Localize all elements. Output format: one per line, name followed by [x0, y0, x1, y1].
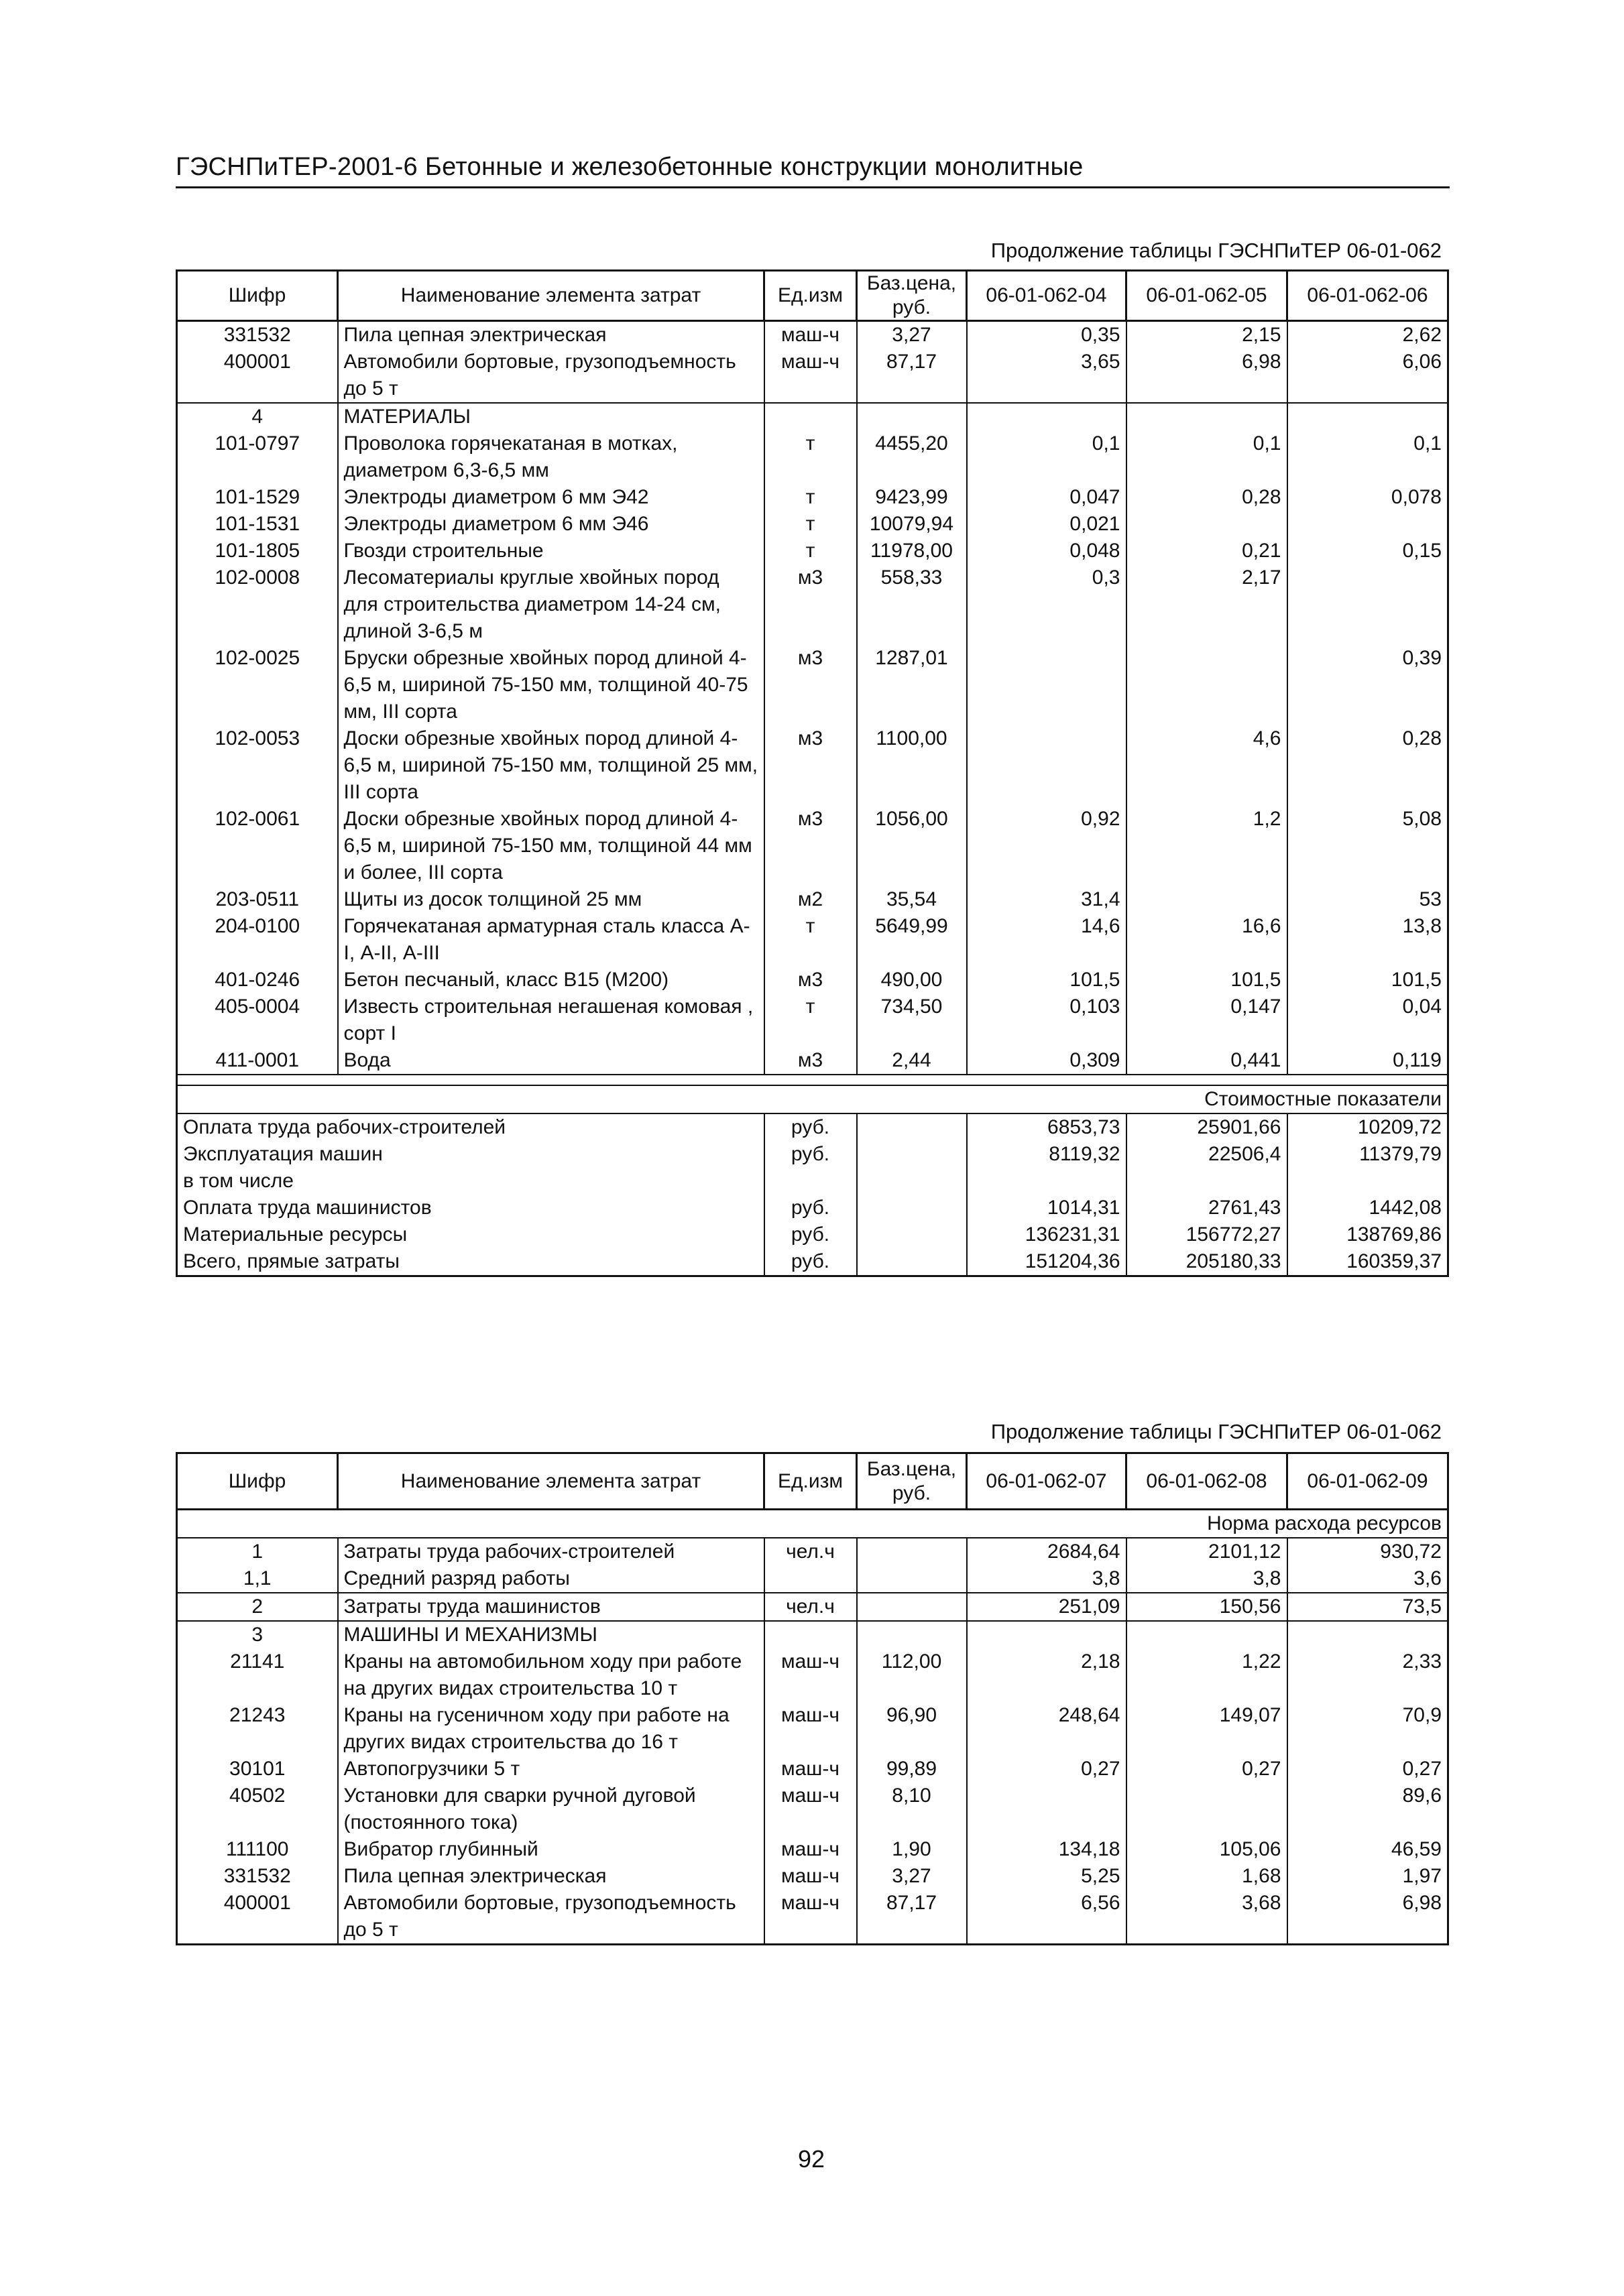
summary-row: [177, 1113, 1448, 1141]
cell-unit: маш-ч: [764, 1836, 857, 1863]
summary-price-empty: [857, 1221, 967, 1248]
cell-value-2: [1126, 886, 1287, 913]
cell-unit: м3: [764, 806, 857, 886]
col-header-price: Баз.цена, руб.: [857, 271, 967, 321]
summary-unit: руб.: [764, 1248, 857, 1276]
cell-code: 2: [177, 1593, 338, 1621]
cell-unit: чел.ч: [764, 1538, 857, 1565]
cell-value-2: 101,5: [1126, 967, 1287, 993]
cell-value-3: 0,15: [1287, 538, 1448, 564]
col-header-unit: Ед.изм: [764, 271, 857, 321]
cell-price: 2,44: [857, 1047, 967, 1075]
table-row: [177, 321, 1448, 349]
summary-value-1: 151204,36: [967, 1248, 1126, 1276]
cell-value-1: 2,18: [967, 1648, 1126, 1702]
cell-value-3: [1287, 1621, 1448, 1648]
cell-unit: т: [764, 538, 857, 564]
summary-unit: [764, 1168, 857, 1195]
cell-price: 99,89: [857, 1756, 967, 1783]
cell-name: Затраты труда рабочих-строителей: [338, 1538, 764, 1565]
cell-value-1: 0,309: [967, 1047, 1126, 1075]
cell-unit: маш-ч: [764, 1648, 857, 1702]
cell-name: Средний разряд работы: [338, 1565, 764, 1593]
cell-name: Доски обрезные хвойных пород длиной 4-6,5 м, шириной 75-150 мм, толщиной 25 мм, III сорта: [338, 725, 764, 806]
cell-code: 331532: [177, 321, 338, 349]
cell-value-3: 0,39: [1287, 645, 1448, 725]
cell-code: 1: [177, 1538, 338, 1565]
cell-name: Бруски обрезные хвойных пород длиной 4-6,5 м, шириной 75-150 мм, толщиной 40-75 мм, III сорта: [338, 645, 764, 725]
cell-name: Вода: [338, 1047, 764, 1075]
cell-name: Автомобили бортовые, грузоподъемность до 5 т: [338, 349, 764, 403]
cell-unit: м3: [764, 967, 857, 993]
cell-price: [857, 403, 967, 430]
cell-unit: т: [764, 913, 857, 967]
summary-row: [177, 1141, 1448, 1168]
col-header-name: Наименование элемента затрат: [338, 271, 764, 321]
cell-value-1: [967, 403, 1126, 430]
table-row: [177, 538, 1448, 564]
cell-value-3: 1,97: [1287, 1863, 1448, 1890]
table2-body: [177, 1510, 1448, 1945]
cell-value-3: 0,27: [1287, 1756, 1448, 1783]
cell-code: 400001: [177, 1890, 338, 1945]
cell-name: Автомобили бортовые, грузоподъемность до 5 т: [338, 1890, 764, 1945]
cell-code: 102-0053: [177, 725, 338, 806]
table-row: [177, 430, 1448, 484]
cell-price: 5649,99: [857, 913, 967, 967]
cell-value-2: 0,1: [1126, 430, 1287, 484]
summary-row: [177, 1221, 1448, 1248]
summary-label: Оплата труда машинистов: [177, 1195, 764, 1221]
cell-code: 21243: [177, 1702, 338, 1756]
cell-value-1: 0,103: [967, 993, 1126, 1047]
cell-name: Пила цепная электрическая: [338, 1863, 764, 1890]
cell-code: 40502: [177, 1783, 338, 1836]
cell-value-3: [1287, 564, 1448, 645]
summary-value-2: 156772,27: [1126, 1221, 1287, 1248]
cell-price: 490,00: [857, 967, 967, 993]
cell-unit: м2: [764, 886, 857, 913]
cell-name: Щиты из досок толщиной 25 мм: [338, 886, 764, 913]
cell-value-1: 248,64: [967, 1702, 1126, 1756]
col-header-unit: Ед.изм: [764, 1453, 857, 1510]
cell-name: Краны на гусеничном ходу при работе на других видах строительства до 16 т: [338, 1702, 764, 1756]
cell-value-1: 31,4: [967, 886, 1126, 913]
cell-name: Доски обрезные хвойных пород длиной 4-6,5 м, шириной 75-150 мм, толщиной 44 мм и более, III сорта: [338, 806, 764, 886]
cell-name: Проволока горячекатаная в мотках, диаметром 6,3-6,5 мм: [338, 430, 764, 484]
cell-value-2: 0,147: [1126, 993, 1287, 1047]
cell-code: 102-0008: [177, 564, 338, 645]
cell-name: МАТЕРИАЛЫ: [338, 403, 764, 430]
summary-value-3: 160359,37: [1287, 1248, 1448, 1276]
cell-value-1: 0,27: [967, 1756, 1126, 1783]
table-row: [177, 1836, 1448, 1863]
cell-code: 400001: [177, 349, 338, 403]
cell-value-1: 134,18: [967, 1836, 1126, 1863]
page-header-title: ГЭСНПиТЕР-2001-6 Бетонные и железобетонные конструкции монолитные: [176, 153, 1084, 181]
col-header-06-01-062-04: 06-01-062-04: [967, 271, 1126, 321]
cell-code: 203-0511: [177, 886, 338, 913]
cell-value-1: [967, 645, 1126, 725]
cell-value-2: 1,2: [1126, 806, 1287, 886]
table1: [176, 269, 1449, 1277]
summary-row: [177, 1248, 1448, 1276]
cell-price: 8,10: [857, 1783, 967, 1836]
cell-value-3: 0,119: [1287, 1047, 1448, 1075]
cell-price: 87,17: [857, 349, 967, 403]
cell-value-1: 101,5: [967, 967, 1126, 993]
cell-unit: чел.ч: [764, 1593, 857, 1621]
cell-unit: маш-ч: [764, 321, 857, 349]
summary-value-2: 25901,66: [1126, 1113, 1287, 1141]
cell-unit: т: [764, 511, 857, 538]
cell-value-2: 149,07: [1126, 1702, 1287, 1756]
summary-value-2: 205180,33: [1126, 1248, 1287, 1276]
cell-unit: м3: [764, 725, 857, 806]
cell-name: Вибратор глубинный: [338, 1836, 764, 1863]
cell-value-1: 0,1: [967, 430, 1126, 484]
cell-price: 734,50: [857, 993, 967, 1047]
cell-name: Лесоматериалы круглые хвойных пород для строительства диаметром 14-24 см, длиной 3-6,5 м: [338, 564, 764, 645]
cell-unit: маш-ч: [764, 1783, 857, 1836]
cell-value-3: [1287, 511, 1448, 538]
table-row: [177, 1863, 1448, 1890]
table-row: [177, 1047, 1448, 1075]
cell-value-3: 2,62: [1287, 321, 1448, 349]
cell-value-2: [1126, 403, 1287, 430]
summary-value-3: 138769,86: [1287, 1221, 1448, 1248]
table-row: [177, 1702, 1448, 1756]
cell-value-2: 1,68: [1126, 1863, 1287, 1890]
col-header-06-01-062-05: 06-01-062-05: [1126, 271, 1287, 321]
cell-value-1: 251,09: [967, 1593, 1126, 1621]
cell-unit: маш-ч: [764, 349, 857, 403]
cell-value-1: 3,65: [967, 349, 1126, 403]
cell-name: Пила цепная электрическая: [338, 321, 764, 349]
summary-value-1: 6853,73: [967, 1113, 1126, 1141]
cell-name: Автопогрузчики 5 т: [338, 1756, 764, 1783]
cell-code: 21141: [177, 1648, 338, 1702]
cell-name: Установки для сварки ручной дуговой (постоянного тока): [338, 1783, 764, 1836]
cell-price: 3,27: [857, 1863, 967, 1890]
cell-code: 102-0025: [177, 645, 338, 725]
cell-unit: маш-ч: [764, 1890, 857, 1945]
table1-body: [177, 321, 1448, 1075]
cell-code: 101-1805: [177, 538, 338, 564]
header-rule: [176, 186, 1450, 188]
summary-value-2: [1126, 1168, 1287, 1195]
cell-value-3: 0,28: [1287, 725, 1448, 806]
summary-value-3: 1442,08: [1287, 1195, 1448, 1221]
cell-unit: т: [764, 993, 857, 1047]
cell-value-2: 150,56: [1126, 1593, 1287, 1621]
cell-value-2: 3,68: [1126, 1890, 1287, 1945]
summary-value-1: [967, 1168, 1126, 1195]
summary-value-3: 10209,72: [1287, 1113, 1448, 1141]
col-header-name: Наименование элемента затрат: [338, 1453, 764, 1510]
summary-row: [177, 1168, 1448, 1195]
cell-name: Электроды диаметром 6 мм Э46: [338, 511, 764, 538]
page-number: 92: [797, 2145, 825, 2173]
cell-code: 411-0001: [177, 1047, 338, 1075]
cell-unit: [764, 1621, 857, 1648]
cell-value-1: 0,047: [967, 484, 1126, 511]
cell-value-2: 2,17: [1126, 564, 1287, 645]
cell-value-1: 0,048: [967, 538, 1126, 564]
summary-unit: руб.: [764, 1221, 857, 1248]
summary-label: Всего, прямые затраты: [177, 1248, 764, 1276]
section-band-row: [177, 1085, 1448, 1113]
cell-price: 87,17: [857, 1890, 967, 1945]
summary-unit: руб.: [764, 1113, 857, 1141]
cell-value-3: 2,33: [1287, 1648, 1448, 1702]
cell-unit: м3: [764, 564, 857, 645]
table-row: [177, 1565, 1448, 1593]
cell-code: 101-1531: [177, 511, 338, 538]
cell-value-3: [1287, 403, 1448, 430]
cell-code: 3: [177, 1621, 338, 1648]
cell-price: 1056,00: [857, 806, 967, 886]
cell-value-2: [1126, 511, 1287, 538]
cell-value-2: 2,15: [1126, 321, 1287, 349]
table-row: [177, 1890, 1448, 1945]
cell-name: МАШИНЫ И МЕХАНИЗМЫ: [338, 1621, 764, 1648]
cell-value-1: 0,3: [967, 564, 1126, 645]
summary-value-1: 8119,32: [967, 1141, 1126, 1168]
summary-price-empty: [857, 1168, 967, 1195]
table-row: [177, 1621, 1448, 1648]
cell-price: 3,27: [857, 321, 967, 349]
cell-value-3: 6,06: [1287, 349, 1448, 403]
cell-unit: маш-ч: [764, 1756, 857, 1783]
section-band-row: [177, 1510, 1448, 1538]
table-row: [177, 645, 1448, 725]
cell-value-2: [1126, 1783, 1287, 1836]
table-row: [177, 886, 1448, 913]
cell-price: 1100,00: [857, 725, 967, 806]
col-header-code: Шифр: [177, 1453, 338, 1510]
cell-unit: м3: [764, 1047, 857, 1075]
cell-name: Затраты труда машинистов: [338, 1593, 764, 1621]
col-header-06-01-062-06: 06-01-062-06: [1287, 271, 1448, 321]
col-header-06-01-062-07: 06-01-062-07: [967, 1453, 1126, 1510]
cell-code: 331532: [177, 1863, 338, 1890]
cell-value-3: 101,5: [1287, 967, 1448, 993]
cell-price: 1287,01: [857, 645, 967, 725]
cell-value-3: 3,6: [1287, 1565, 1448, 1593]
cell-value-2: 0,28: [1126, 484, 1287, 511]
cell-unit: маш-ч: [764, 1702, 857, 1756]
cell-value-2: 4,6: [1126, 725, 1287, 806]
table1-header-row: [177, 271, 1448, 321]
cell-unit: т: [764, 484, 857, 511]
cell-price: [857, 1621, 967, 1648]
spacer-row: [177, 1075, 1448, 1085]
cell-value-2: 1,22: [1126, 1648, 1287, 1702]
cell-value-3: 13,8: [1287, 913, 1448, 967]
summary-price-empty: [857, 1195, 967, 1221]
cell-value-1: 14,6: [967, 913, 1126, 967]
cell-value-3: 46,59: [1287, 1836, 1448, 1863]
cell-unit: т: [764, 430, 857, 484]
table-row: [177, 564, 1448, 645]
cell-value-1: 5,25: [967, 1863, 1126, 1890]
cell-name: Бетон песчаный, класс В15 (М200): [338, 967, 764, 993]
summary-label: Эксплуатация машин: [177, 1141, 764, 1168]
cell-value-3: 70,9: [1287, 1702, 1448, 1756]
summary-value-1: 1014,31: [967, 1195, 1126, 1221]
summary-value-1: 136231,31: [967, 1221, 1126, 1248]
cell-name: Гвозди строительные: [338, 538, 764, 564]
cell-unit: [764, 403, 857, 430]
cell-code: 101-0797: [177, 430, 338, 484]
cell-price: 11978,00: [857, 538, 967, 564]
col-header-06-01-062-08: 06-01-062-08: [1126, 1453, 1287, 1510]
cell-value-1: [967, 1783, 1126, 1836]
cell-price: 96,90: [857, 1702, 967, 1756]
cell-name: Известь строительная негашеная комовая , сорт I: [338, 993, 764, 1047]
cell-value-1: 0,021: [967, 511, 1126, 538]
cell-price: 10079,94: [857, 511, 967, 538]
cell-price: 112,00: [857, 1648, 967, 1702]
cell-value-1: 6,56: [967, 1890, 1126, 1945]
col-header-code: Шифр: [177, 271, 338, 321]
table1-caption: Продолжение таблицы ГЭСНПиТЕР 06-01-062: [990, 239, 1442, 262]
cell-value-2: 0,21: [1126, 538, 1287, 564]
table2: [176, 1452, 1449, 1945]
table-row: [177, 349, 1448, 403]
table-row: [177, 1783, 1448, 1836]
table-row: [177, 403, 1448, 430]
table-row: [177, 1648, 1448, 1702]
cell-price: 558,33: [857, 564, 967, 645]
cell-code: 4: [177, 403, 338, 430]
cell-unit: [764, 1565, 857, 1593]
cell-value-3: 73,5: [1287, 1593, 1448, 1621]
cell-price: [857, 1593, 967, 1621]
cell-value-2: 0,441: [1126, 1047, 1287, 1075]
cell-value-3: 5,08: [1287, 806, 1448, 886]
cell-code: 111100: [177, 1836, 338, 1863]
cell-code: 30101: [177, 1756, 338, 1783]
cell-value-3: 53: [1287, 886, 1448, 913]
cell-value-2: 6,98: [1126, 349, 1287, 403]
cell-code: 102-0061: [177, 806, 338, 886]
cell-price: 35,54: [857, 886, 967, 913]
cell-unit: маш-ч: [764, 1863, 857, 1890]
table-row: [177, 967, 1448, 993]
cell-value-2: [1126, 1621, 1287, 1648]
cell-code: 204-0100: [177, 913, 338, 967]
cell-value-2: 2101,12: [1126, 1538, 1287, 1565]
cell-code: 401-0246: [177, 967, 338, 993]
col-header-price: Баз.цена, руб.: [857, 1453, 967, 1510]
cell-value-2: [1126, 645, 1287, 725]
summary-value-3: 11379,79: [1287, 1141, 1448, 1168]
summary-price-empty: [857, 1113, 967, 1141]
cell-value-2: 16,6: [1126, 913, 1287, 967]
cell-value-3: 0,078: [1287, 484, 1448, 511]
cell-value-2: 105,06: [1126, 1836, 1287, 1863]
summary-value-3: [1287, 1168, 1448, 1195]
summary-price-empty: [857, 1141, 967, 1168]
cell-value-1: 3,8: [967, 1565, 1126, 1593]
summary-unit: руб.: [764, 1195, 857, 1221]
cell-price: 4455,20: [857, 430, 967, 484]
table-row: [177, 1538, 1448, 1565]
cell-value-1: [967, 1621, 1126, 1648]
summary-label: Материальные ресурсы: [177, 1221, 764, 1248]
cell-code: 101-1529: [177, 484, 338, 511]
cell-value-2: 0,27: [1126, 1756, 1287, 1783]
table-row: [177, 806, 1448, 886]
cell-value-3: 930,72: [1287, 1538, 1448, 1565]
table-row: [177, 913, 1448, 967]
cell-value-3: 89,6: [1287, 1783, 1448, 1836]
cell-code: 405-0004: [177, 993, 338, 1047]
section-band-label: Норма расхода ресурсов: [177, 1510, 1448, 1538]
table1-summary: [177, 1075, 1448, 1276]
summary-label: Оплата труда рабочих-строителей: [177, 1113, 764, 1141]
table-row: [177, 484, 1448, 511]
cell-name: Электроды диаметром 6 мм Э42: [338, 484, 764, 511]
cell-value-1: [967, 725, 1126, 806]
cell-value-2: 3,8: [1126, 1565, 1287, 1593]
summary-label: в том числе: [177, 1168, 764, 1195]
summary-value-2: 2761,43: [1126, 1195, 1287, 1221]
table-row: [177, 993, 1448, 1047]
summary-price-empty: [857, 1248, 967, 1276]
summary-unit: руб.: [764, 1141, 857, 1168]
cell-price: 1,90: [857, 1836, 967, 1863]
spacer-cell: [177, 1075, 1448, 1085]
table-row: [177, 1756, 1448, 1783]
table-row: [177, 511, 1448, 538]
cell-value-3: 6,98: [1287, 1890, 1448, 1945]
cell-price: 9423,99: [857, 484, 967, 511]
summary-value-2: 22506,4: [1126, 1141, 1287, 1168]
cell-value-3: 0,1: [1287, 430, 1448, 484]
cell-code: 1,1: [177, 1565, 338, 1593]
cell-price: [857, 1565, 967, 1593]
table2-caption: Продолжение таблицы ГЭСНПиТЕР 06-01-062: [990, 1420, 1442, 1443]
cell-name: Горячекатаная арматурная сталь класса А-I, А-II, А-III: [338, 913, 764, 967]
cell-value-1: 0,35: [967, 321, 1126, 349]
col-header-06-01-062-09: 06-01-062-09: [1287, 1453, 1448, 1510]
section-band-label: Стоимостные показатели: [177, 1085, 1448, 1113]
summary-row: [177, 1195, 1448, 1221]
cell-name: Краны на автомобильном ходу при работе на других видах строительства 10 т: [338, 1648, 764, 1702]
cell-price: [857, 1538, 967, 1565]
cell-value-1: 0,92: [967, 806, 1126, 886]
table-row: [177, 725, 1448, 806]
cell-unit: м3: [764, 645, 857, 725]
table2-header-row: [177, 1453, 1448, 1510]
cell-value-1: 2684,64: [967, 1538, 1126, 1565]
cell-value-3: 0,04: [1287, 993, 1448, 1047]
table-row: [177, 1593, 1448, 1621]
